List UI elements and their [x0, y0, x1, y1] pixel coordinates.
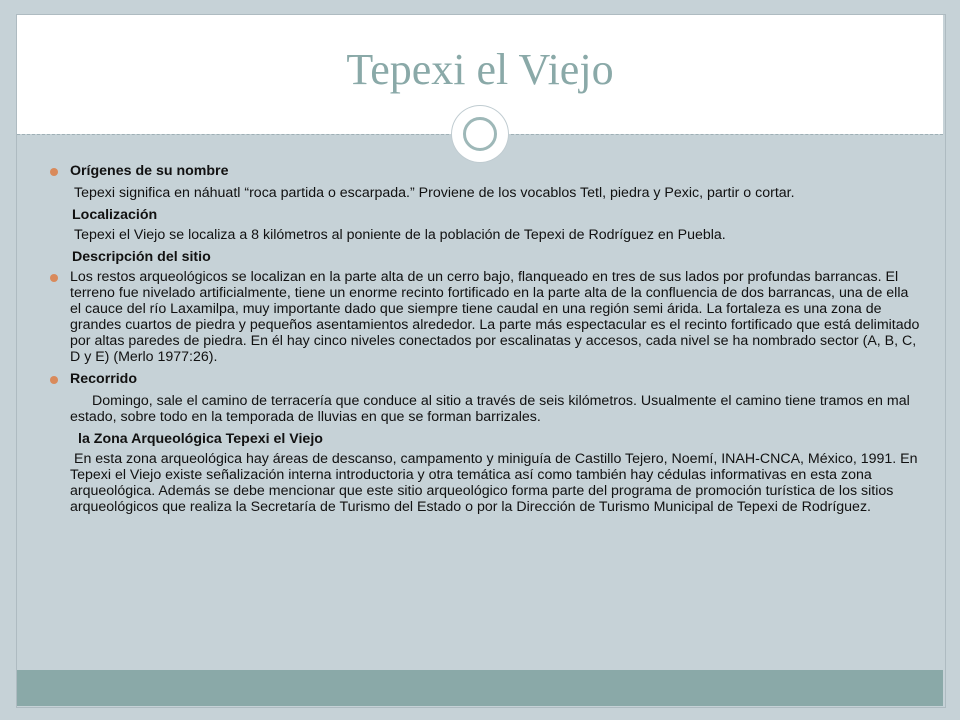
bullet-icon — [50, 376, 58, 384]
slide-title: Tepexi el Viejo — [346, 45, 614, 94]
origins-heading: Orígenes de su nombre — [70, 163, 229, 179]
location-heading: Localización — [72, 207, 158, 223]
route-text: Domingo, sale el camino de terracería que conduce al sitio a través de seis kilómetros. Usualmente el camino tiene tramos en mal estado, sobre todo en la temporada de lluvias en que se forman barrizales. — [70, 393, 910, 425]
zone-text: En esta zona arqueológica hay áreas de descanso, campamento y miniguía de Castillo Tejero, Noemí, INAH-CNCA, México, 1991. En Tepexi el Viejo existe señalización interna introductoria y otra temática así como también hay cédulas informativas en esta zona arqueológica. Además se debe mencionar que este sitio arqueológico forma parte del programa de promoción turística de los sitios arqueológicos que realiza la Secretaría de Turismo del Estado o por la Dirección de Turismo Municipal de Tepexi de Rodríguez. — [70, 451, 918, 515]
origins-text: Tepexi significa en náhuatl “roca partida o escarpada.” Proviene de los vocablos Tetl, piedra y Pexic, partir o cortar. — [74, 185, 795, 201]
bullet-icon — [50, 274, 58, 282]
route-heading: Recorrido — [70, 371, 138, 387]
zone-heading: la Zona Arqueológica Tepexi el Viejo — [78, 431, 323, 447]
bullet-item-origins — [44, 163, 920, 265]
bullet-item-route — [44, 371, 920, 515]
bullet-icon — [50, 168, 58, 176]
site-heading: Descripción del sitio — [72, 249, 211, 265]
location-text: Tepexi el Viejo se localiza a 8 kilómetros al poniente de la población de Tepexi de Rodríguez en Puebla. — [74, 227, 726, 243]
ring-ornament-inner — [463, 117, 497, 151]
slide-content — [44, 163, 920, 521]
bullet-item-site — [44, 269, 920, 365]
site-text: Los restos arqueológicos se localizan en la parte alta de un cerro bajo, flanqueado en tres de sus lados por profundas barrancas. El terreno fue nivelado artificialmente, tiene un enorme recinto fortificado en la parte alta de la confluencia de dos barrancas, una de ella el cauce del río Laxamilpa, muy importante dado que siempre tiene caudal en una región semi árida. La fortaleza es una zona de grandes cuartos de piedra y pequeños asentamientos alrededor. La parte más espectacular es el recinto fortificado que está delimitado por altas paredes de piedra. En él hay cinco niveles conectados por escalinatas y accesos, cada nivel se ha nombrado sector (A, B, C, D y E) (Merlo 1977:26). — [70, 269, 920, 365]
footer-bar — [17, 670, 943, 706]
